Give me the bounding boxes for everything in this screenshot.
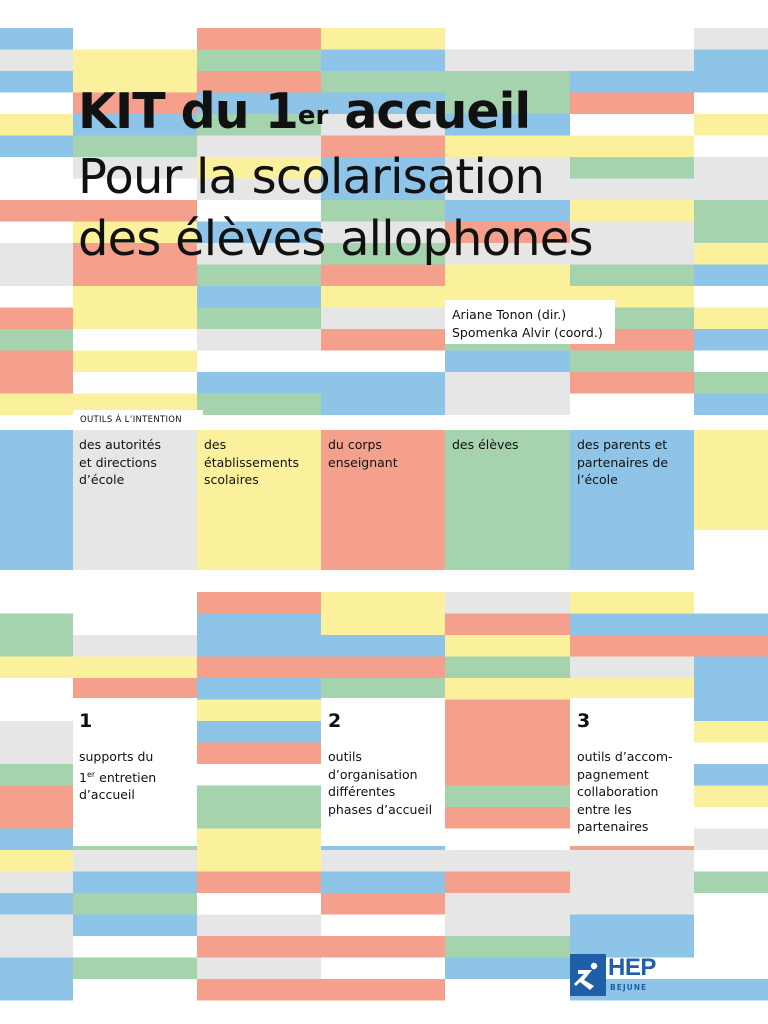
stripe-cell bbox=[694, 721, 768, 743]
stripe-cell bbox=[570, 372, 694, 394]
stripe-cell bbox=[0, 114, 73, 136]
stripe-cell bbox=[0, 329, 73, 351]
title-line-1: KIT du 1er accueil bbox=[78, 83, 531, 140]
stripe-cell bbox=[73, 872, 197, 894]
intention-label: OUTILS À L’INTENTION bbox=[80, 415, 182, 425]
stripe-cell bbox=[321, 872, 445, 894]
stripe-cell bbox=[73, 979, 197, 1001]
stripe-cell bbox=[197, 50, 321, 72]
stripe-cell bbox=[694, 786, 768, 808]
stripe-cell bbox=[0, 286, 73, 308]
stripe-cell bbox=[694, 850, 768, 872]
stripe-cell bbox=[694, 958, 768, 980]
stripe-cell bbox=[0, 829, 73, 851]
stripe-cell bbox=[197, 394, 321, 416]
stripe-cell bbox=[570, 157, 694, 179]
stripe-cell bbox=[694, 979, 768, 1001]
stripe-cell bbox=[197, 850, 321, 872]
stripe-cell bbox=[197, 678, 321, 700]
stripe-cell bbox=[197, 743, 321, 765]
publisher-name: HEP bbox=[608, 954, 656, 981]
stripe-cell bbox=[197, 28, 321, 50]
stripe-cell bbox=[197, 979, 321, 1001]
stripe-cell bbox=[445, 786, 570, 808]
stripe-cell bbox=[0, 936, 73, 958]
stripe-cell bbox=[445, 872, 570, 894]
stripe-cell bbox=[0, 979, 73, 1001]
stripe-cell bbox=[445, 351, 570, 373]
stripe-cell bbox=[445, 764, 570, 786]
section-3 bbox=[577, 710, 673, 836]
stripe-cell bbox=[73, 28, 197, 50]
stripe-cell bbox=[694, 635, 768, 657]
stripe-cell bbox=[0, 372, 73, 394]
publisher-sub: BEJUNE bbox=[610, 983, 648, 992]
logo-mark-icon bbox=[570, 954, 606, 996]
stripe-cell bbox=[445, 614, 570, 636]
stripe-cell bbox=[570, 614, 694, 636]
stripe-cell bbox=[321, 394, 445, 416]
stripe-cell bbox=[570, 28, 694, 50]
stripe-cell bbox=[445, 657, 570, 679]
stripe-cell bbox=[570, 893, 694, 915]
stripe-cell bbox=[445, 635, 570, 657]
stripe-cell bbox=[694, 114, 768, 136]
stripe-cell bbox=[321, 657, 445, 679]
stripe-cell bbox=[694, 915, 768, 937]
stripe-cell bbox=[570, 114, 694, 136]
stripe-cell bbox=[0, 721, 73, 743]
section-2-number: 2 bbox=[328, 710, 342, 732]
audience-parents-partners: des parents et partenaires de l’école bbox=[577, 437, 669, 487]
stripe-cell bbox=[694, 807, 768, 829]
stripe-cell bbox=[694, 200, 768, 222]
stripe-cell bbox=[0, 592, 73, 614]
stripe-cell bbox=[694, 657, 768, 679]
stripe-cell bbox=[694, 829, 768, 851]
stripe-cell bbox=[694, 700, 768, 722]
author-coordinator: Spomenka Alvir (coord.) bbox=[452, 325, 603, 340]
stripe-cell bbox=[570, 93, 694, 115]
stripe-cell bbox=[0, 915, 73, 937]
stripe-cell bbox=[570, 635, 694, 657]
stripe-cell bbox=[694, 372, 768, 394]
stripe-cell bbox=[694, 179, 768, 201]
stripe-cell bbox=[0, 743, 73, 765]
stripe-cell bbox=[197, 614, 321, 636]
stripe-cell bbox=[321, 50, 445, 72]
stripe-cell bbox=[0, 222, 73, 244]
stripe-cell bbox=[694, 329, 768, 351]
stripe-cell bbox=[445, 807, 570, 829]
stripe-cell bbox=[445, 915, 570, 937]
stripe-cell bbox=[445, 50, 570, 72]
stripe-cell bbox=[694, 136, 768, 158]
section-1-line-2: 1er entretien bbox=[79, 769, 157, 785]
stripe-cell bbox=[197, 786, 321, 808]
stripe-cell bbox=[694, 764, 768, 786]
stripe-cell bbox=[694, 222, 768, 244]
stripe-cell bbox=[445, 592, 570, 614]
stripe-cell bbox=[321, 351, 445, 373]
stripe-cell bbox=[570, 592, 694, 614]
stripe-cell bbox=[570, 915, 694, 937]
audience-schools: des établissements scolaires bbox=[204, 437, 300, 487]
stripe-cell bbox=[197, 807, 321, 829]
stripe-cell bbox=[0, 807, 73, 829]
stripe-cell bbox=[197, 286, 321, 308]
stripe-cell bbox=[445, 979, 570, 1001]
stripe-cell bbox=[445, 829, 570, 851]
stripe-cell bbox=[0, 50, 73, 72]
stripe-cell bbox=[73, 678, 197, 700]
stripe-cell bbox=[321, 678, 445, 700]
stripe-cell bbox=[321, 635, 445, 657]
stripe-cell bbox=[445, 372, 570, 394]
stripe-cell bbox=[0, 872, 73, 894]
stripe-cell bbox=[0, 678, 73, 700]
stripe-cell bbox=[445, 28, 570, 50]
stripe-cell bbox=[197, 308, 321, 330]
audience-col-6-bg bbox=[694, 430, 768, 530]
stripe-cell bbox=[694, 286, 768, 308]
stripe-cell bbox=[197, 721, 321, 743]
stripe-cell bbox=[694, 265, 768, 287]
stripe-cell bbox=[694, 351, 768, 373]
stripe-cell bbox=[694, 394, 768, 416]
stripe-cell bbox=[445, 678, 570, 700]
stripe-cell bbox=[321, 850, 445, 872]
stripe-cell bbox=[197, 351, 321, 373]
stripe-cell bbox=[73, 372, 197, 394]
stripe-cell bbox=[321, 372, 445, 394]
stripe-cell bbox=[0, 157, 73, 179]
stripe-cell bbox=[321, 286, 445, 308]
stripe-cell bbox=[73, 286, 197, 308]
stripe-cell bbox=[445, 743, 570, 765]
stripe-cell bbox=[694, 243, 768, 265]
audience-teachers: du corps enseignant bbox=[328, 437, 398, 470]
stripe-cell bbox=[197, 635, 321, 657]
stripe-cell bbox=[694, 936, 768, 958]
stripe-cell bbox=[0, 700, 73, 722]
stripe-cell bbox=[694, 93, 768, 115]
stripe-cell bbox=[197, 657, 321, 679]
authors bbox=[452, 306, 603, 342]
stripe-cell bbox=[197, 372, 321, 394]
audience-students: des élèves bbox=[452, 437, 519, 452]
section-1-text: supports du 1er entretien d’accueil bbox=[79, 749, 157, 803]
stripe-cell bbox=[73, 893, 197, 915]
stripe-cell bbox=[321, 893, 445, 915]
stripe-cell bbox=[570, 50, 694, 72]
hep-bejune-logo bbox=[570, 954, 664, 996]
stripe-cell bbox=[445, 936, 570, 958]
stripe-cell bbox=[570, 657, 694, 679]
stripe-cell bbox=[73, 936, 197, 958]
stripe-cell bbox=[73, 614, 197, 636]
stripe-cell bbox=[321, 614, 445, 636]
stripe-cell bbox=[73, 657, 197, 679]
author-director: Ariane Tonon (dir.) bbox=[452, 307, 567, 322]
stripe-cell bbox=[0, 28, 73, 50]
stripe-cell bbox=[694, 678, 768, 700]
stripe-cell bbox=[694, 157, 768, 179]
stripe-cell bbox=[73, 635, 197, 657]
stripe-cell bbox=[570, 71, 694, 93]
stripe-cell bbox=[694, 50, 768, 72]
stripe-cell bbox=[694, 28, 768, 50]
stripe-cell bbox=[694, 743, 768, 765]
stripe-cell bbox=[445, 893, 570, 915]
stripe-cell bbox=[73, 329, 197, 351]
stripe-cell bbox=[570, 136, 694, 158]
stripe-cell bbox=[0, 351, 73, 373]
stripe-cell bbox=[0, 614, 73, 636]
section-3-number: 3 bbox=[577, 710, 591, 732]
section-3-text: outils d’accom- pagnement collaboration entre les partenaires bbox=[577, 749, 673, 834]
stripe-cell bbox=[321, 936, 445, 958]
stripe-cell bbox=[445, 721, 570, 743]
section-2 bbox=[328, 710, 432, 818]
audience-col-0-bg bbox=[0, 430, 73, 570]
stripe-cell bbox=[73, 351, 197, 373]
stripe-cell bbox=[73, 50, 197, 72]
stripe-cell bbox=[570, 678, 694, 700]
stripe-cell bbox=[0, 764, 73, 786]
stripe-cell bbox=[445, 850, 570, 872]
stripe-cell bbox=[197, 958, 321, 980]
stripe-cell bbox=[0, 71, 73, 93]
stripe-cell bbox=[694, 614, 768, 636]
stripe-cell bbox=[197, 764, 321, 786]
stripe-cell bbox=[0, 958, 73, 980]
stripe-cell bbox=[73, 308, 197, 330]
stripe-cell bbox=[0, 893, 73, 915]
title-line-3: des élèves allophones bbox=[78, 211, 593, 267]
stripe-cell bbox=[694, 71, 768, 93]
stripe-cell bbox=[197, 915, 321, 937]
stripe-cell bbox=[694, 872, 768, 894]
stripe-cell bbox=[0, 265, 73, 287]
stripe-cell bbox=[197, 700, 321, 722]
title-line-2: Pour la scolarisation bbox=[78, 149, 545, 205]
stripe-cell bbox=[445, 700, 570, 722]
stripe-cell bbox=[570, 351, 694, 373]
stripe-cell bbox=[0, 179, 73, 201]
stripe-cell bbox=[321, 915, 445, 937]
stripe-cell bbox=[0, 308, 73, 330]
stripe-cell bbox=[197, 893, 321, 915]
stripe-cell bbox=[321, 958, 445, 980]
stripe-cell bbox=[445, 958, 570, 980]
stripe-cell bbox=[570, 179, 694, 201]
stripe-cell bbox=[694, 893, 768, 915]
stripe-cell bbox=[197, 592, 321, 614]
stripe-cell bbox=[570, 872, 694, 894]
stripe-cell bbox=[570, 394, 694, 416]
stripe-cell bbox=[0, 657, 73, 679]
stripe-cell bbox=[0, 93, 73, 115]
stripe-cell bbox=[694, 308, 768, 330]
stripe-cell bbox=[73, 958, 197, 980]
stripe-cell bbox=[73, 850, 197, 872]
section-1-number: 1 bbox=[79, 710, 93, 732]
stripe-cell bbox=[321, 592, 445, 614]
stripe-cell bbox=[321, 329, 445, 351]
stripe-cell bbox=[694, 592, 768, 614]
stripe-cell bbox=[0, 850, 73, 872]
stripe-cell bbox=[445, 394, 570, 416]
stripe-cell bbox=[0, 136, 73, 158]
stripe-cell bbox=[197, 329, 321, 351]
audience-school-authorities: des autorités et directions d’école bbox=[79, 437, 161, 487]
stripe-cell bbox=[0, 200, 73, 222]
stripe-cell bbox=[197, 872, 321, 894]
section-2-text: outils d’organisation différentes phases d’accueil bbox=[328, 749, 433, 817]
stripe-cell bbox=[197, 936, 321, 958]
stripe-cell bbox=[0, 635, 73, 657]
stripe-cell bbox=[321, 308, 445, 330]
stripe-cell bbox=[0, 786, 73, 808]
section-1 bbox=[79, 710, 156, 804]
stripe-cell bbox=[0, 243, 73, 265]
stripe-cell bbox=[321, 979, 445, 1001]
stripe-cell bbox=[570, 850, 694, 872]
stripe-cell bbox=[321, 28, 445, 50]
stripe-cell bbox=[197, 829, 321, 851]
stripe-cell bbox=[73, 915, 197, 937]
stripe-cell bbox=[73, 592, 197, 614]
stripe-cell bbox=[0, 394, 73, 416]
